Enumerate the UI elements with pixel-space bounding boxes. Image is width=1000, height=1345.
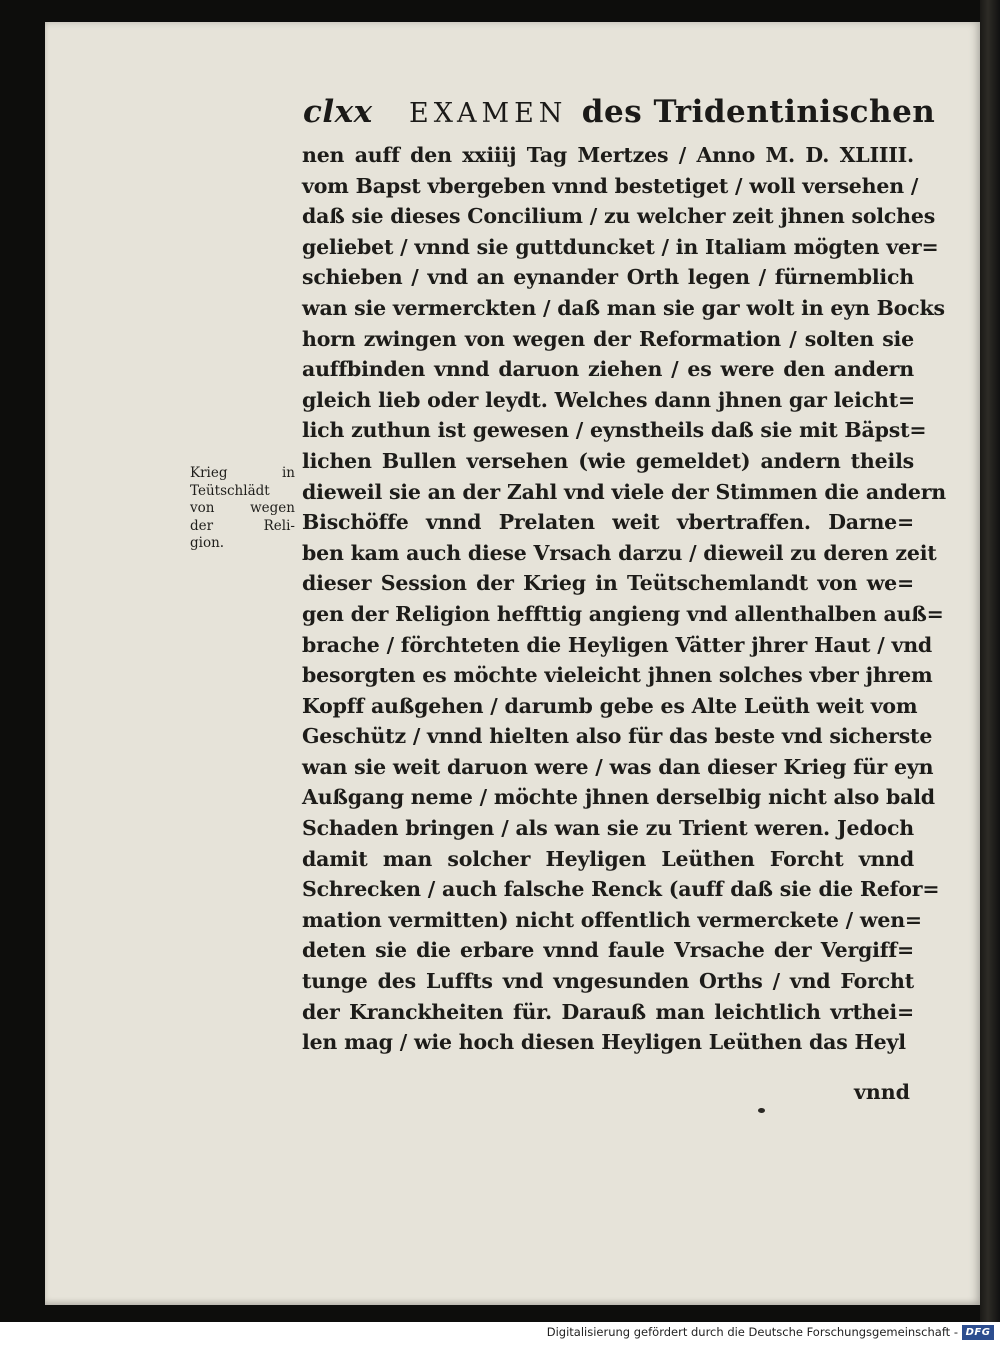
catchword: vnnd	[853, 1080, 910, 1104]
text-line: ben kam auch diese Vrsach darzu / dieweil zu deren zeit	[302, 540, 937, 565]
text-line: Schaden bringen / als wan sie zu Trient weren. Jedoch	[302, 816, 914, 841]
text-line: lich zuthun ist gewesen / eynstheils daß sie mit Bäpst=	[302, 418, 927, 443]
text-line: lichen Bullen versehen (wie gemeldet) andern theils	[302, 448, 914, 473]
text-line: besorgten es möchte vieleicht jhnen solches vber jhrem	[302, 663, 933, 688]
text-line: Außgang neme / möchte jhnen derselbig nicht also bald	[302, 785, 935, 810]
text-line: daß sie dieses Concilium / zu welcher zeit jhnen solches	[302, 204, 936, 229]
text-line: geliebet / vnnd sie guttduncket / in Italiam mögten ver=	[302, 234, 939, 259]
text-line: Kopff außgehen / darumb gebe es Alte Leüth weit vom	[302, 693, 918, 718]
page-folio: clxx	[303, 94, 373, 130]
text-line: tunge des Luffts vnd vngesunden Orths / vnd Forcht	[302, 969, 914, 994]
text-line: damit man solcher Heyligen Leüthen Forcht vnnd	[302, 846, 914, 871]
text-line: nen auff den xxiiij Tag Mertzes / Anno M. D. XLIIII.	[302, 143, 914, 167]
dfg-logo: DFG	[962, 1325, 994, 1340]
marginal-line: Krieg in	[190, 465, 295, 481]
running-head-caps: EXAMEN	[408, 98, 568, 129]
text-line: deten sie die erbare vnnd faule Vrsache der Vergiff=	[302, 938, 914, 963]
text-line: Geschütz / vnnd hielten also für das beste vnd sicherste	[302, 724, 933, 749]
running-head-rest: des Tridentinischen	[581, 94, 936, 130]
running-head	[303, 94, 936, 142]
marginal-note	[190, 465, 295, 553]
text-line: dieser Session der Krieg in Teütschemlandt von we=	[302, 571, 914, 596]
main-text-block	[302, 140, 946, 1058]
text-line: wan sie weit daruon were / was dan dieser Krieg für eyn	[302, 754, 934, 779]
text-line: mation vermitten) nicht offentlich vermerckete / wen=	[302, 907, 922, 932]
text-line: auffbinden vnnd daruon ziehen / es were den andern	[302, 357, 914, 382]
text-line: vom Bapst vbergeben vnnd bestetiget / woll versehen /	[302, 173, 919, 198]
text-line: brache / förchteten die Heyligen Vätter jhrer Haut / vnd	[302, 632, 933, 657]
text-line: wan sie vermerckten / daß man sie gar wolt in eyn Bocks	[302, 295, 945, 320]
marginal-line: von wegen	[190, 500, 295, 516]
text-line: Bischöffe vnnd Prelaten weit vbertraffen. Darne=	[302, 510, 914, 535]
text-line: gen der Religion heffttig angieng vnd allenthalben auß=	[302, 601, 944, 626]
ink-speck	[758, 1108, 765, 1113]
marginal-line: der Reli-	[190, 517, 295, 534]
text-line: dieweil sie an der Zahl vnd viele der Stimmen die andern	[302, 479, 946, 504]
text-line: schieben / vnd an eynander Orth legen / fürnemblich	[302, 265, 914, 290]
text-line: gleich lieb oder leydt. Welches dann jhnen gar leicht=	[302, 387, 915, 412]
marginal-line: gion.	[190, 535, 225, 551]
text-line: horn zwingen von wegen der Reformation / solten sie	[302, 326, 914, 351]
footer-bar	[0, 1322, 1000, 1345]
text-line: Schrecken / auch falsche Renck (auff daß sie die Refor=	[302, 877, 940, 902]
text-line: der Kranckheiten für. Darauß man leichtlich vrthei=	[302, 999, 914, 1024]
funding-credit: Digitalisierung gefördert durch die Deutsche Forschungsgemeinschaft -	[546, 1325, 958, 1339]
text-line: len mag / wie hoch diesen Heyligen Leüthen das Heyl	[302, 1030, 906, 1055]
marginal-line: Teütschlädt	[190, 482, 270, 499]
book-edge	[980, 0, 1000, 1322]
